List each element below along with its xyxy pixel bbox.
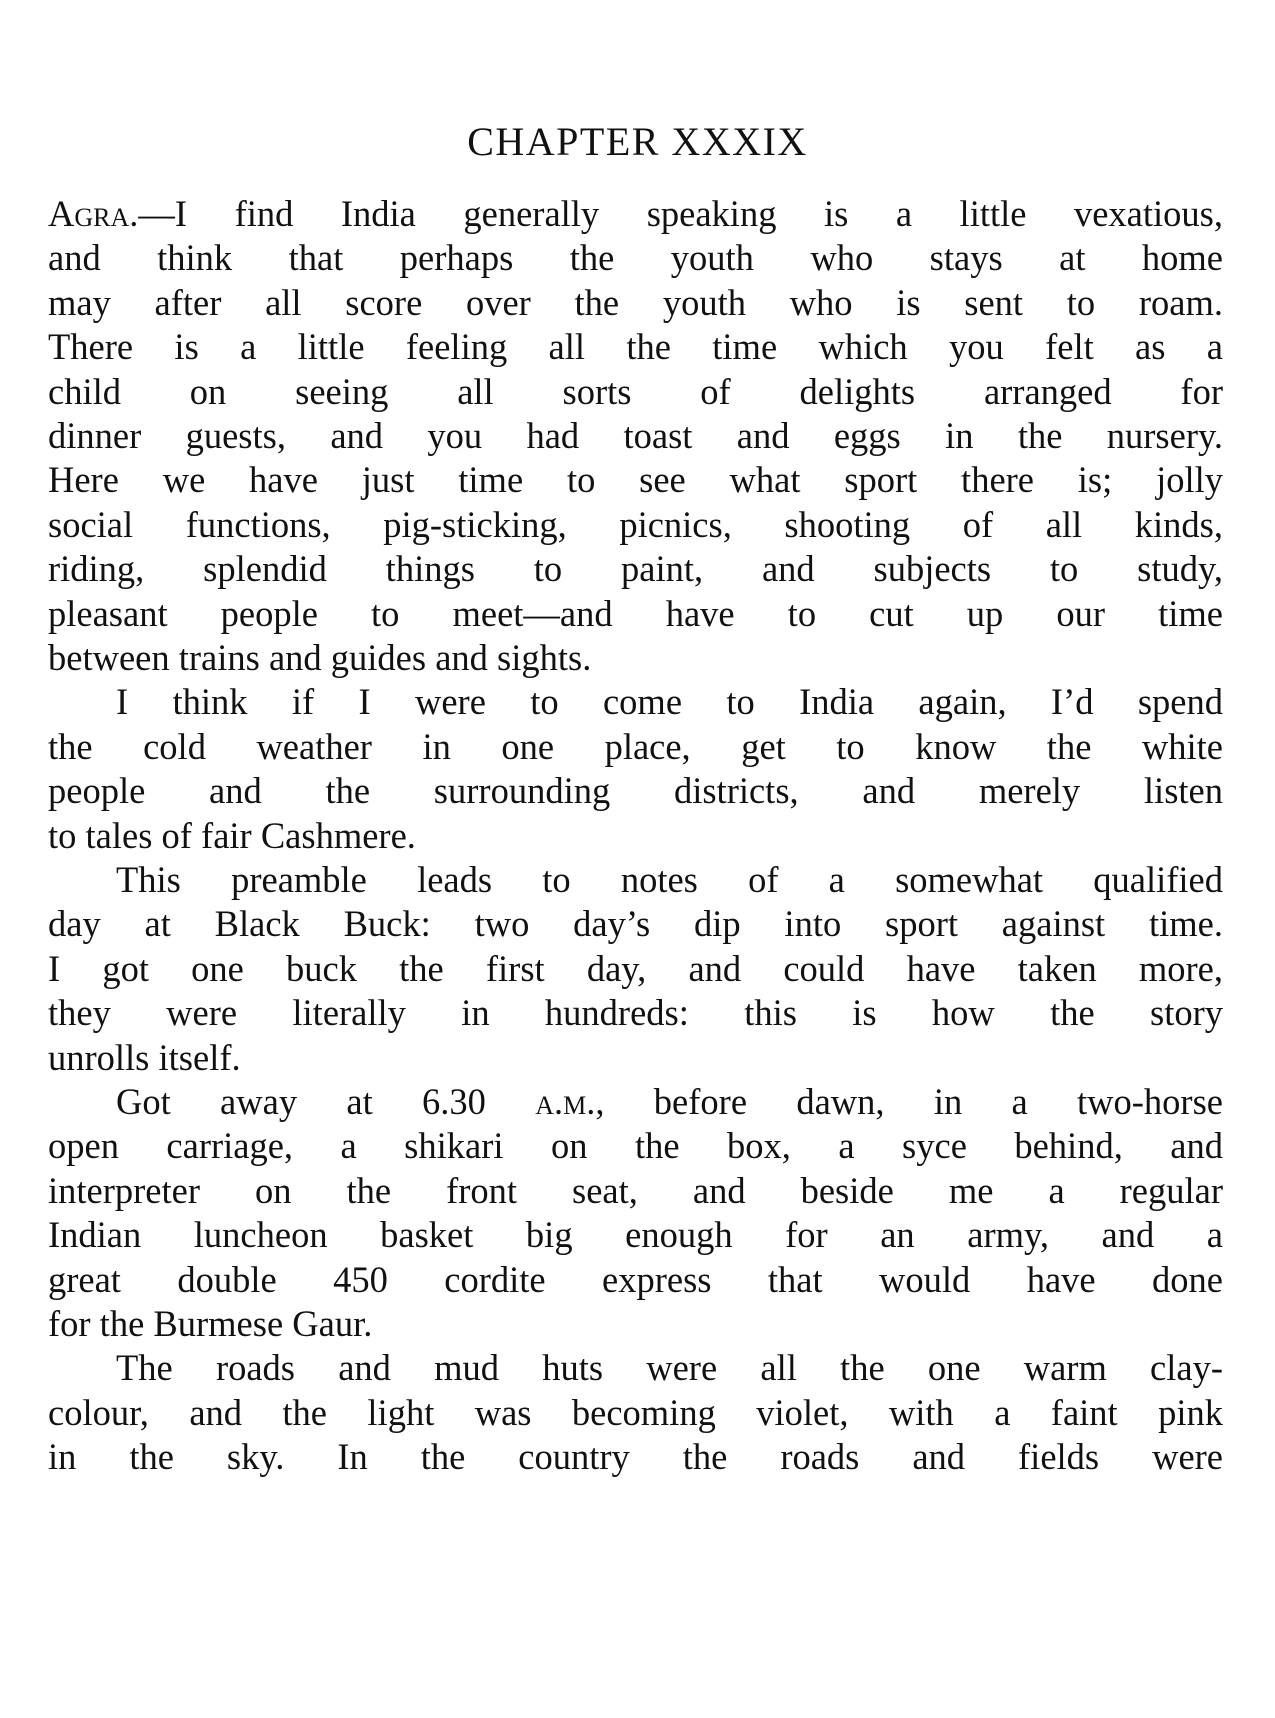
line-text: for the Burmese Gaur. (48, 1303, 373, 1344)
text-line (48, 725, 1223, 769)
text-line (48, 192, 1223, 236)
text-line (48, 547, 1223, 591)
text-line (48, 1036, 1223, 1080)
line-text: they were literally in hundreds: this is how the story (48, 992, 1223, 1034)
text-line (48, 1169, 1223, 1213)
line-text: .—I find India generally speaking is a little vexatious, (129, 193, 1223, 234)
text-line (48, 1391, 1223, 1435)
text-line (48, 636, 1223, 680)
line-text: pleasant people to meet—and have to cut up our time (48, 592, 1223, 634)
line-text: in the sky. In the country the roads and fields were (48, 1436, 1223, 1478)
text-line (116, 1080, 1223, 1124)
line-text: unrolls itself. (48, 1036, 241, 1078)
line-text: The roads and mud huts were all the one warm clay- (116, 1347, 1223, 1389)
text-line (48, 236, 1223, 280)
line-text: colour, and the light was becoming violet, with a faint pink (48, 1391, 1223, 1433)
text-line (48, 991, 1223, 1035)
line-text: There is a little feeling all the time which you felt as a (48, 326, 1223, 368)
line-text: Indian luncheon basket big enough for an army, and a (48, 1214, 1223, 1256)
text-line (48, 281, 1223, 325)
text-line (48, 503, 1223, 547)
line-text: This preamble leads to notes of a somewhat qualified (116, 859, 1223, 900)
line-text: , before dawn, in a two-horse (595, 1081, 1223, 1122)
small-caps-text: a.m. (535, 1081, 596, 1122)
line-text: I got one buck the first day, and could have taken more, (48, 947, 1223, 989)
line-text: the cold weather in one place, get to know the white (48, 725, 1223, 767)
line-text: may after all score over the youth who is sent to roam. (48, 281, 1223, 323)
text-line (48, 814, 1223, 858)
text-line (48, 947, 1223, 991)
chapter-heading: CHAPTER XXXIX (467, 119, 808, 164)
line-text: open carriage, a shikari on the box, a syce behind, and (48, 1125, 1223, 1167)
text-line (116, 680, 1223, 724)
small-caps-text: Agra (48, 193, 130, 234)
text-line (48, 458, 1223, 502)
text-line (48, 1124, 1223, 1168)
text-line (116, 858, 1223, 902)
line-text: social functions, pig-sticking, picnics, shooting of all kinds, (48, 503, 1223, 545)
line-text: to tales of fair Cashmere. (48, 814, 416, 856)
text-line (48, 414, 1223, 458)
line-text: between trains and guides and sights. (48, 637, 592, 678)
line-text: great double 450 cordite express that would have done (48, 1258, 1223, 1300)
text-line (116, 1346, 1223, 1390)
text-line (48, 1435, 1223, 1479)
line-text: day at Black Buck: two day’s dip into sport against time. (48, 903, 1223, 945)
line-text: and think that perhaps the youth who stays at home (48, 237, 1223, 279)
line-text: Here we have just time to see what sport there is; jolly (48, 459, 1223, 501)
line-text: dinner guests, and you had toast and eggs in the nursery. (48, 415, 1223, 456)
line-text: Got away at 6.30 (116, 1081, 536, 1122)
text-line (48, 1302, 1223, 1346)
text-line (48, 325, 1223, 369)
line-text: riding, splendid things to paint, and subjects to study, (48, 548, 1223, 590)
text-line (48, 1258, 1223, 1302)
text-line (48, 592, 1223, 636)
text-line (48, 902, 1223, 946)
line-text: interpreter on the front seat, and beside me a regular (48, 1169, 1223, 1211)
line-text: people and the surrounding districts, and merely listen (48, 770, 1223, 812)
line-text: child on seeing all sorts of delights arranged for (48, 370, 1223, 412)
text-line (48, 1213, 1223, 1257)
line-text: I think if I were to come to India again, I’d spend (116, 681, 1223, 723)
text-line (48, 769, 1223, 813)
text-line (48, 370, 1223, 414)
